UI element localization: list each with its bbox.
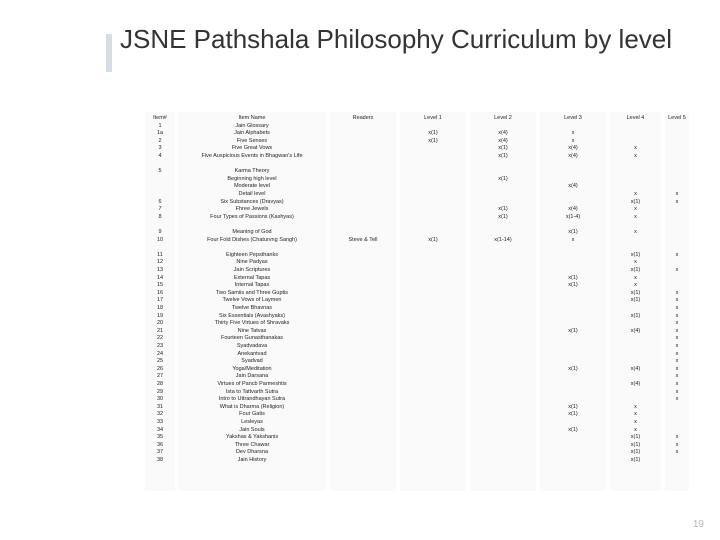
table-cell-level-4: x xyxy=(634,419,637,425)
table-cell-item-name: Eighteen Pepsthanks xyxy=(226,251,278,258)
table-cell-level-3: x(1) xyxy=(568,411,578,418)
table-cell-level-3: x(1) xyxy=(568,282,578,289)
table-cell-level-3: x xyxy=(571,130,575,137)
table-cell-level-5: x xyxy=(675,396,679,403)
table-cell-item-number: 6 xyxy=(158,198,162,205)
table-header-level-3: Level 3 xyxy=(564,115,582,121)
table-cell-item-number: 29 xyxy=(156,388,164,395)
table-cell-level-3: x(1) xyxy=(568,365,578,372)
table-cell-item-number: 16 xyxy=(156,289,164,296)
table-cell-item-number: 37 xyxy=(156,449,164,456)
table-cell-level-3: x(4) xyxy=(568,153,578,159)
table-cell-item-number: 35 xyxy=(156,434,164,441)
table-cell-level-3: x xyxy=(571,137,575,144)
table-cell-level-4: x(1) xyxy=(630,434,641,441)
table-cell-item-number: 32 xyxy=(156,411,164,418)
table-cell-item-name: Five Senses xyxy=(236,137,268,144)
table-cell-item-name: Thirty Five Virtues of Shravaks xyxy=(214,320,290,327)
table-cell-level-3: x(1) xyxy=(568,229,578,235)
table-cell-level-3: x(1-4) xyxy=(565,213,581,220)
table-cell-level-2: x(1) xyxy=(498,145,508,152)
table-cell-level-3: x(4) xyxy=(568,206,578,213)
table-cell-level-2: x(1) xyxy=(498,213,508,220)
table-cell-item-name: Dev Dharsna xyxy=(235,449,269,456)
table-cell-item-number: 13 xyxy=(156,267,164,273)
table-cell-item-name: Five Great Vows xyxy=(231,145,273,152)
table-cell-level-5: x xyxy=(675,251,679,258)
table-cell-level-4: x xyxy=(634,411,637,418)
table-cell-level-2: x(1-14) xyxy=(494,236,512,243)
table-header-readers: Readers xyxy=(352,115,374,121)
table-cell-level-4: x(1) xyxy=(630,267,641,273)
table-cell-item-name: Fhree Jewels xyxy=(235,206,269,213)
table-cell-level-5: x xyxy=(675,350,679,357)
table-cell-item-name: Jain History xyxy=(237,457,267,463)
table-cell-item-name: Jain Glossary xyxy=(235,122,269,129)
table-header-item-name: Item Name xyxy=(238,115,266,121)
table-cell-item-name: Jain Souls xyxy=(239,426,265,433)
table-cell-item-name: Four Fold Dishes (Chaturvng Sangh) xyxy=(207,236,297,243)
table-cell-item-name: Six Essentials (Avashyaks) xyxy=(219,312,285,319)
table-cell-item-name: Fourteen Gunasthanakas xyxy=(220,335,284,342)
table-cell-level-4: x xyxy=(634,259,637,266)
table-cell-level-5: x xyxy=(675,335,679,342)
table-cell-item-number: 14 xyxy=(156,274,164,281)
table-cell-item-name: Yoga/Meditation xyxy=(232,365,272,372)
table-cell-level-1: x(1) xyxy=(428,130,438,137)
table-cell-item-name: Twelve Vows of Laymen xyxy=(222,297,282,304)
table-cell-item-number: 12 xyxy=(156,259,164,266)
table-cell-level-5: x xyxy=(675,327,679,334)
table-cell-level-4: x xyxy=(634,403,637,410)
table-column-level-2 xyxy=(470,112,536,491)
table-cell-level-1: x(1) xyxy=(428,236,438,243)
table-cell-item-number: 19 xyxy=(156,312,164,319)
table-cell-item-name: Lesleyas xyxy=(241,419,263,425)
table-cell-level-4: x(4) xyxy=(630,327,641,334)
table-cell-item-number: 2 xyxy=(158,137,162,144)
table-cell-item-name: Meaning of God xyxy=(232,229,272,235)
table-cell-level-5: x xyxy=(675,449,679,456)
table-cell-item-name: What is Dharma (Religion) xyxy=(219,403,285,410)
table-cell-item-number: 9 xyxy=(158,229,162,235)
table-header-item-number: Item# xyxy=(153,115,167,121)
curriculum-table xyxy=(145,112,689,491)
table-cell-item-name: Moderate level xyxy=(233,183,271,190)
table-cell-level-2: x(1) xyxy=(498,175,508,182)
table-cell-item-name: Detail level xyxy=(238,191,266,197)
table-cell-item-number: 17 xyxy=(156,297,164,304)
table-cell-item-name: Two Samiis and Three Guptis xyxy=(215,289,289,296)
table-cell-level-4: x xyxy=(634,426,637,433)
table-cell-item-number: 18 xyxy=(156,305,164,311)
table-cell-level-4: x(1) xyxy=(630,449,641,456)
table-cell-item-name: Virtues of Pancb Parmeshtis xyxy=(217,381,287,387)
table-cell-item-name: Syadvad xyxy=(241,358,263,365)
table-cell-level-5: x xyxy=(675,365,679,372)
table-cell-item-name: Six Substances (Dravyas) xyxy=(220,198,284,205)
table-cell-item-number: 30 xyxy=(156,396,164,403)
table-cell-level-4: x xyxy=(634,274,637,281)
table-cell-item-number: 24 xyxy=(156,350,164,357)
table-cell-item-name: Three Chawar xyxy=(234,441,270,448)
table-cell-level-4: x(1) xyxy=(630,289,641,296)
table-column-readers xyxy=(330,112,396,491)
table-cell-level-2: x(4) xyxy=(498,137,508,144)
table-cell-item-number: 33 xyxy=(156,419,164,425)
table-cell-level-5: x xyxy=(675,441,679,448)
table-cell-level-4: x xyxy=(634,213,637,220)
table-cell-level-4: x(1) xyxy=(630,457,641,463)
table-cell-item-number: 36 xyxy=(156,441,164,448)
table-cell-item-number: 15 xyxy=(156,282,164,289)
title-accent-bar xyxy=(106,34,112,72)
table-cell-item-name: Five Auspicious Events in Bhagwan's Life xyxy=(201,153,303,159)
table-cell-item-name: Ista to Tattvarth Sutra xyxy=(225,388,279,395)
table-cell-item-number: 23 xyxy=(156,343,164,349)
table-cell-item-number: 34 xyxy=(156,426,164,433)
table-header-level-1: Level 1 xyxy=(424,115,442,121)
table-cell-readers: Steve & Tell xyxy=(348,236,378,243)
table-cell-level-2: x(1) xyxy=(498,206,508,213)
table-header-level-2: Level 2 xyxy=(494,115,512,121)
table-cell-item-number: 38 xyxy=(156,457,164,463)
table-cell-item-number: 5 xyxy=(158,168,162,175)
table-cell-item-number: 7 xyxy=(158,206,162,213)
table-cell-item-number: 21 xyxy=(156,327,164,334)
table-cell-item-number: 3 xyxy=(158,145,162,152)
table-cell-item-name: Jain Darsana xyxy=(235,373,269,380)
table-cell-level-4: x xyxy=(634,229,637,235)
table-header-level-5: Level 5 xyxy=(668,115,686,121)
table-cell-level-5: x xyxy=(675,297,679,304)
table-cell-level-5: x xyxy=(675,434,679,441)
table-cell-level-3: x(1) xyxy=(568,403,578,410)
table-cell-level-5: x xyxy=(675,381,679,387)
table-cell-level-5: x xyxy=(675,320,679,327)
table-cell-level-5: x xyxy=(675,343,679,349)
table-cell-level-5: x xyxy=(675,373,679,380)
table-cell-item-name: Syadvadava xyxy=(236,343,268,349)
table-cell-item-name: Karma Theory xyxy=(234,168,270,175)
table-cell-item-name: Jain Alphabets xyxy=(234,130,270,137)
table-cell-level-4: x(1) xyxy=(630,441,641,448)
table-cell-level-4: x xyxy=(634,282,637,289)
table-cell-item-number: 22 xyxy=(156,335,164,342)
table-cell-item-number: 1 xyxy=(158,122,162,129)
table-cell-item-number: 20 xyxy=(156,320,164,327)
table-cell-level-4: x(4) xyxy=(630,381,641,387)
slide-title: JSNE Pathshala Philosophy Curriculum by level xyxy=(120,24,673,54)
table-cell-level-4: x(1) xyxy=(630,251,641,258)
table-cell-item-name: Beginning high level xyxy=(227,175,277,182)
table-cell-level-4: x xyxy=(634,145,637,152)
table-cell-level-4: x(1) xyxy=(630,297,641,304)
table-cell-item-name: Jain Scriptures xyxy=(233,267,271,273)
table-cell-level-4: x xyxy=(634,191,637,197)
table-cell-item-name: Four Types of Passions (Kashyas) xyxy=(210,213,294,220)
table-cell-item-name: Anekantvad xyxy=(237,350,267,357)
table-cell-level-4: x xyxy=(634,206,637,213)
table-cell-level-3: x(1) xyxy=(568,274,578,281)
table-cell-level-4: x xyxy=(634,153,637,159)
table-cell-item-number: 8 xyxy=(158,213,162,220)
table-cell-item-number: 11 xyxy=(157,251,163,258)
table-cell-item-name: Internal Tapas xyxy=(234,282,270,289)
table-cell-level-3: x(1) xyxy=(568,327,578,334)
table-cell-item-number: 25 xyxy=(156,358,164,365)
table-cell-level-3: x xyxy=(571,236,575,243)
table-cell-level-3: x(4) xyxy=(568,145,578,152)
table-cell-item-number: 4 xyxy=(158,153,162,159)
table-cell-level-3: x(4) xyxy=(568,183,578,190)
table-cell-item-name: Four Gatis xyxy=(239,411,265,418)
page-number: 19 xyxy=(692,519,704,530)
table-cell-level-1: x(1) xyxy=(428,137,438,144)
table-cell-level-4: x(4) xyxy=(630,365,641,372)
table-cell-level-5: x xyxy=(675,289,679,296)
table-cell-level-2: x(4) xyxy=(498,130,508,137)
table-cell-item-number: 27 xyxy=(156,373,164,380)
table-cell-level-5: x xyxy=(675,358,679,365)
table-cell-item-name: Intro to Uttrandhayan Sutra xyxy=(218,396,286,403)
table-cell-level-4: x(1) xyxy=(630,198,641,205)
table-column-level-1 xyxy=(400,112,466,491)
table-cell-level-5: x xyxy=(675,305,679,311)
table-cell-item-number: 31 xyxy=(156,403,164,410)
table-header-level-4: Level 4 xyxy=(626,115,645,121)
table-cell-level-4: x(1) xyxy=(630,312,641,319)
table-cell-level-5: x xyxy=(675,312,679,319)
table-cell-level-5: x xyxy=(675,198,679,205)
table-cell-item-name: Twelve Bhavnas xyxy=(231,305,273,311)
table-cell-item-number: 1a xyxy=(156,130,164,137)
table-cell-level-5: x xyxy=(675,191,679,197)
table-cell-item-name: Nine Padyas xyxy=(236,259,268,266)
table-cell-item-number: 26 xyxy=(156,365,164,372)
table-cell-item-name: Nine Tatvas xyxy=(237,327,267,334)
table-cell-item-name: External Tapas xyxy=(233,274,271,281)
table-cell-level-2: x(1) xyxy=(498,153,508,159)
table-cell-item-number: 28 xyxy=(156,381,164,387)
table-cell-level-3: x(1) xyxy=(568,426,578,433)
table-column-level-3 xyxy=(540,112,606,491)
table-cell-level-5: x xyxy=(675,267,679,273)
table-cell-level-5: x xyxy=(675,388,679,395)
table-cell-item-name: Yakshas & Yakshanis xyxy=(225,434,279,441)
table-cell-item-number: 10 xyxy=(156,236,164,243)
